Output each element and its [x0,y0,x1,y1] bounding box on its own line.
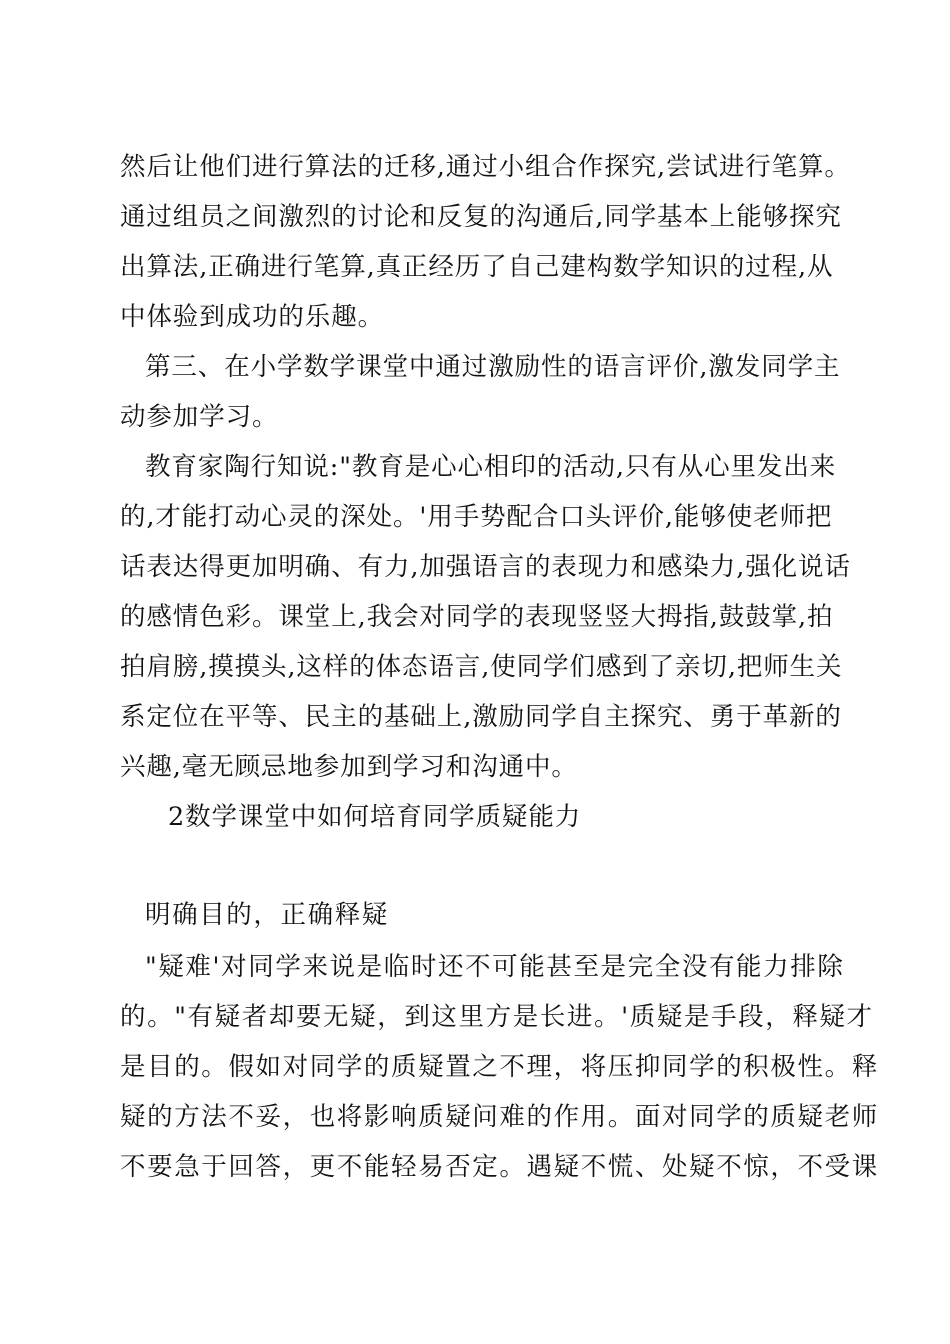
text-line: 是目的。假如对同学的质疑置之不理，将压抑同学的积极性。释 [120,1052,879,1082]
text-line: 中体验到成功的乐趣。 [120,302,385,332]
text-line: 兴趣,毫无顾忌地参加到学习和沟通中。 [120,752,578,782]
text-line: 动参加学习。 [120,402,279,432]
text-line: 拍肩膀,摸摸头,这样的体态语言,使同学们感到了亲切,把师生关 [120,652,843,682]
text-line: "疑难'对同学来说是临时还不可能甚至是完全没有能力排除 [145,952,845,982]
text-line: 疑的方法不妥，也将影响质疑问难的作用。面对同学的质疑老师 [120,1102,879,1132]
text-line: 系定位在平等、民主的基础上,激励同学自主探究、勇于革新的 [120,702,842,732]
section-heading: 2数学课堂中如何培育同学质疑能力 [168,802,582,832]
text-line: 然后让他们进行算法的迁移,通过小组合作探究,尝试进行笔算。 [120,152,851,182]
text-line: 通过组员之间激烈的讨论和反复的沟通后,同学基本上能够探究 [120,202,842,232]
text-line: 第三、在小学数学课堂中通过激励性的语言评价,激发同学主 [145,352,841,382]
text-line: 的。"有疑者却要无疑，到这里方是长进。'质疑是手段，释疑才 [120,1002,874,1032]
text-line: 不要急于回答，更不能轻易否定。遇疑不慌、处疑不惊，不受课 [120,1152,879,1182]
text-line: 的感情色彩。课堂上,我会对同学的表现竖竖大拇指,鼓鼓掌,拍 [120,602,834,632]
text-line: 话表达得更加明确、有力,加强语言的表现力和感染力,强化说话 [120,552,851,582]
text-line: 的,才能打动心灵的深处。'用手势配合口头评价,能够使老师把 [120,502,833,532]
subheading: 明确目的，正确释疑 [145,900,389,930]
text-line: 教育家陶行知说:"教育是心心相印的活动,只有从心里发出来 [145,452,837,482]
text-line: 出算法,正确进行笔算,真正经历了自己建构数学知识的过程,从 [120,252,834,282]
